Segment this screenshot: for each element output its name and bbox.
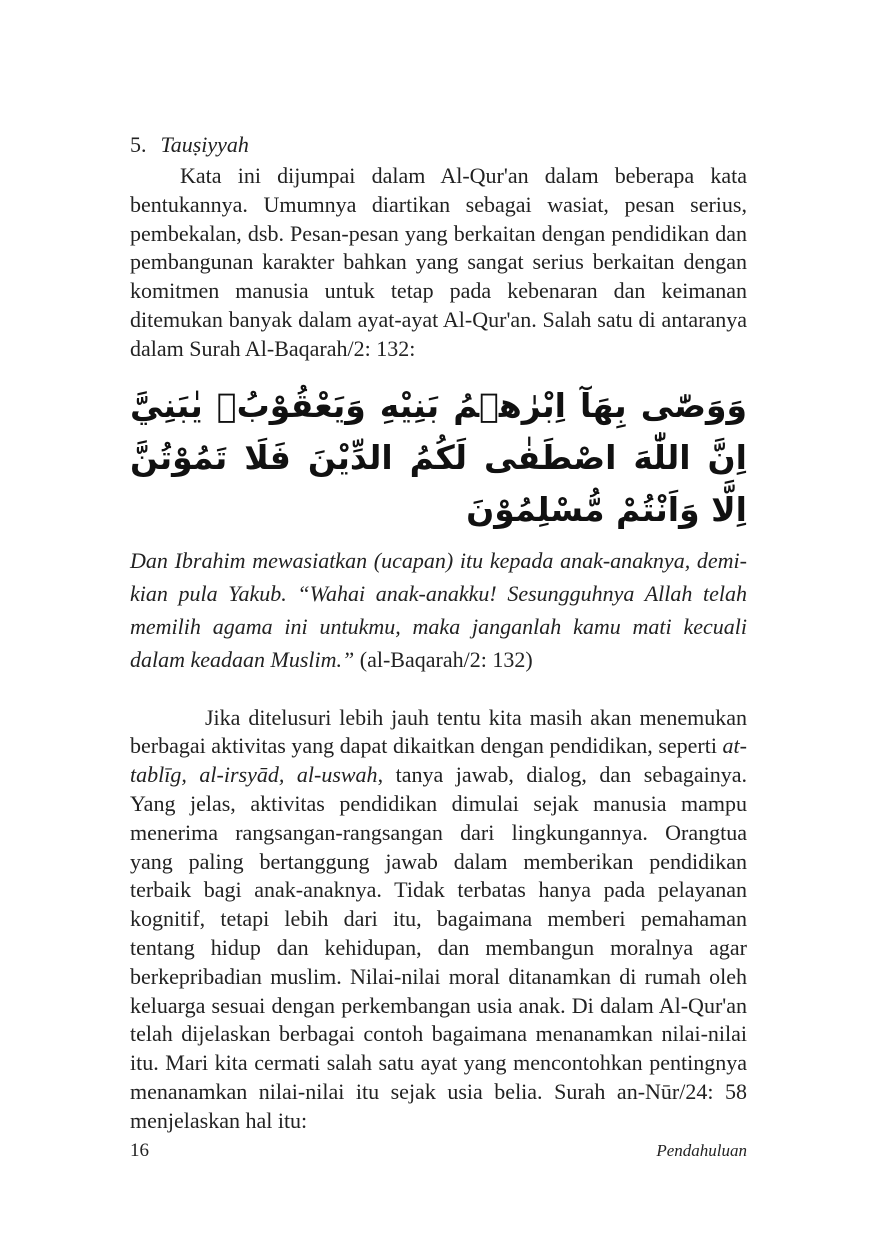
page-content (130, 130, 747, 1136)
running-footer-chapter: Pendahuluan (656, 1141, 747, 1160)
section-heading (130, 130, 747, 160)
page-footer (130, 1140, 747, 1162)
paragraph-education-part1: Jika ditelusuri lebih jauh tentu kita masih akan menemukan berbagai aktivitas yang dapat dikaitkan dengan pendidikan, seperti (130, 704, 747, 759)
paragraph-education-part2: , tanya jawab, dialog, dan sebagainya. Yang jelas, aktivitas pendidikan dimulai sejak manusia mampu menerima rangsangan-rangsangan dari lingkungannya. Orangtua yang paling bertanggung jawab dalam memberikan pendidikan terbaik bagi anak-anaknya. Tidak terbatas hanya pada pelayanan kognitif, tetapi lebih dari itu, bagaimana memberi pemahaman tentang hidup dan kehidupan, dan membangun moralnya agar berkepribadian muslim. Nilai-nilai moral ditanamkan di rumah oleh keluarga sesuai dengan perkembangan usia anak. Di dalam Al-Qur'an telah dijelaskan berbagai contoh bagaimana menanamkan nilai-nilai itu. Mari kita cermati salah satu ayat yang mencontohkan pentingnya menanamkan nilai-nilai itu sejak usia belia. Surah an-Nūr/24: 58 menjelaskan hal itu: (130, 762, 747, 1133)
paragraph-tausiyyah: Kata ini dijumpai dalam Al-Qur'an dalam beberapa kata bentukannya. Umumnya diartikan sebagai wasiat, pesan serius, pembekalan, dsb. Pesan-pesan yang berkaitan dengan pendidikan dan pembangunan karakter bahkan yang sangat serius berkaitan dengan komitmen manusia untuk tetap pada kebenaran dan keimanan ditemukan banyak dalam ayat-ayat Al-Qur'an. Salah satu di antaranya dalam Surah Al-Baqarah/2: 132: (130, 163, 747, 361)
arabic-verse: وَوَصّٰى بِهَآ اِبْرٰهٖمُ بَنِيْهِ وَيَعْقُوْبُۗ يٰبَنِيَّ اِنَّ اللّٰهَ اصْطَفٰى لَكُمُ الدِّيْنَ فَلَا تَمُوْتُنَّ اِلَّا وَاَنْتُمْ مُّسْلِمُوْنَ (130, 385, 747, 529)
translation-text: Dan Ibrahim mewasiatkan (ucapan) itu kepada anak-anaknya, demikian pula Yakub. “Wahai anak-anakku! Sesungguhnya Allah telah memilih agama ini untukmu, maka janganlah kamu mati kecuali dalam keadaan Muslim.” (130, 547, 747, 672)
section-title: Tauṣiyyah (160, 132, 249, 157)
page-number: 16 (130, 1140, 149, 1161)
section-number: 5. (130, 132, 147, 157)
verse-translation (130, 544, 747, 676)
paragraph-education (130, 704, 747, 1136)
arabic-terms: at-tablīg, al-irsyād, al-uswah (130, 733, 747, 788)
verse-reference: (al-Baqarah/2: 132) (359, 646, 533, 672)
